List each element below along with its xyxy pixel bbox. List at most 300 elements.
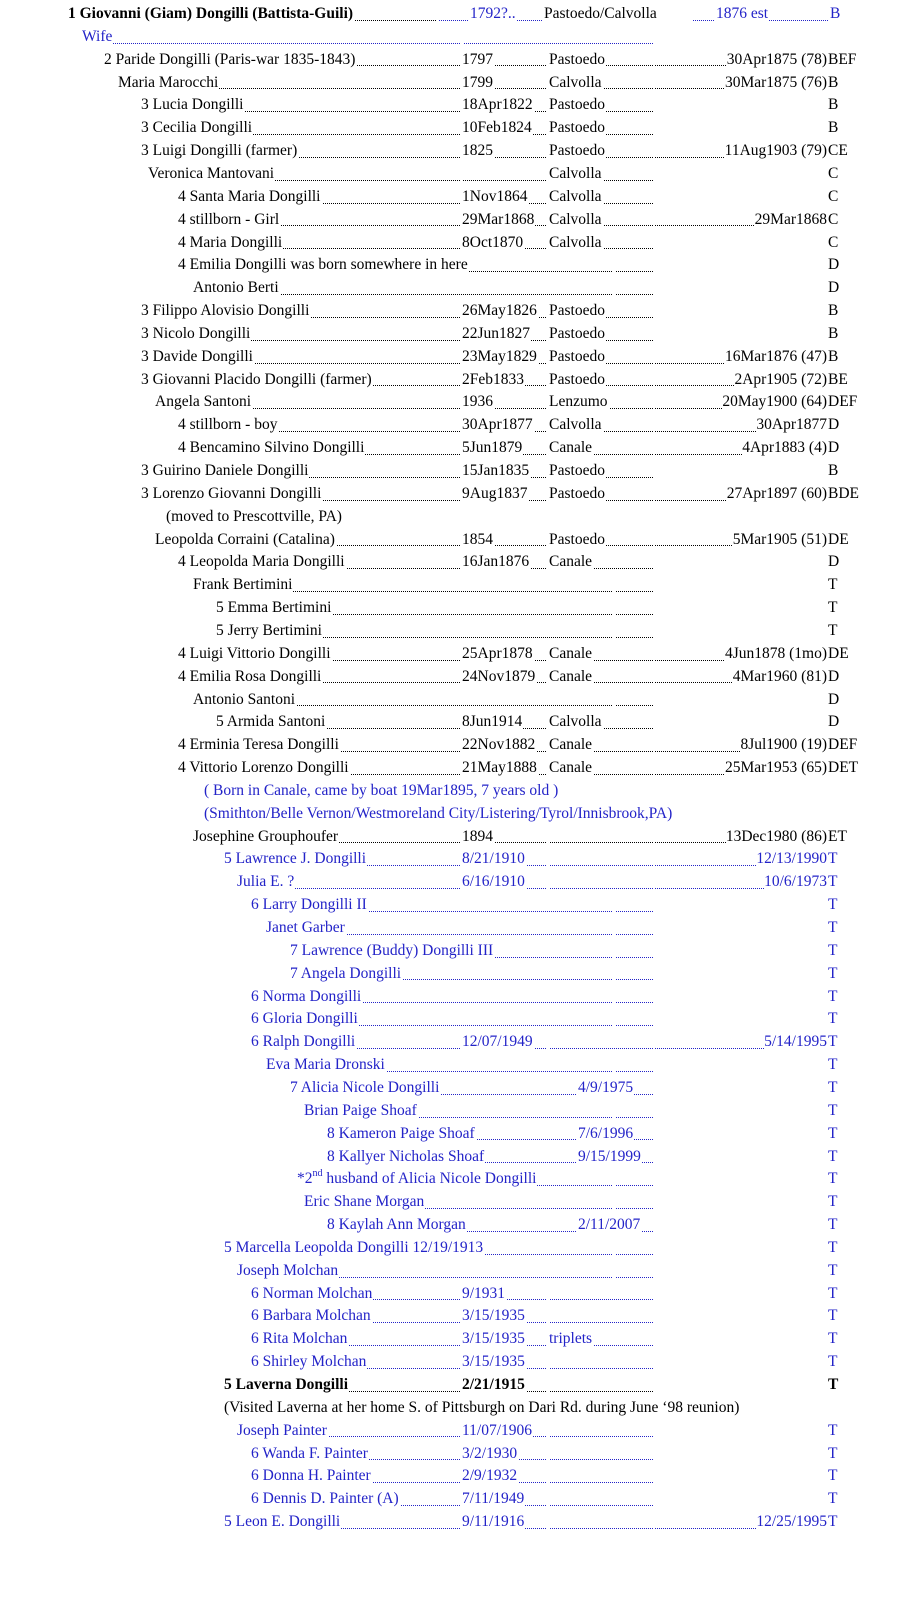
generation-number: 4 bbox=[178, 736, 186, 754]
generation-number: 4 bbox=[178, 416, 186, 434]
birth-date: 1936 bbox=[462, 391, 548, 414]
death-date: 30Apr1875 (78) bbox=[655, 49, 828, 72]
source-code: B bbox=[828, 119, 839, 137]
person-name: Luigi Dongilli (farmer) bbox=[152, 142, 298, 160]
generation-number: 4 bbox=[178, 553, 186, 571]
death-date: 13Dec1980 (86) bbox=[655, 826, 828, 849]
birth-date: 26May1826 bbox=[462, 300, 548, 323]
person-name-cell bbox=[178, 414, 462, 437]
generation-number: 8 bbox=[327, 1216, 335, 1234]
birth-place: Calvolla bbox=[548, 414, 655, 437]
death-date: 12/13/1990 bbox=[655, 848, 828, 871]
source-code: T bbox=[828, 987, 838, 1005]
person-name-cell bbox=[193, 574, 614, 597]
document-row bbox=[224, 1237, 868, 1260]
death-date: 20May1900 (64) bbox=[655, 391, 828, 414]
document-row bbox=[216, 711, 868, 734]
document-row bbox=[178, 757, 868, 780]
person-name: Joseph Molchan bbox=[237, 1261, 339, 1279]
source-code: C bbox=[828, 187, 839, 205]
person-name-cell bbox=[297, 1168, 614, 1191]
person-name: Guirino Daniele Dongilli bbox=[152, 462, 309, 479]
birth-date: 18Apr1822 bbox=[462, 94, 548, 117]
birth-place bbox=[614, 894, 655, 917]
document-row bbox=[193, 826, 868, 849]
person-name-cell bbox=[193, 826, 462, 849]
person-name-cell bbox=[224, 1237, 614, 1260]
document-row bbox=[204, 803, 672, 826]
birth-place bbox=[548, 1351, 655, 1374]
birth-date: 10Feb1824 bbox=[462, 117, 548, 140]
person-name-cell bbox=[304, 1100, 614, 1123]
source-code: B bbox=[828, 73, 839, 91]
death-date: 5Mar1905 (51) bbox=[655, 529, 828, 552]
source-code: T bbox=[828, 1513, 838, 1531]
source-code: B bbox=[828, 302, 839, 320]
birth-date: 23May1829 bbox=[462, 346, 548, 369]
source-code: DEF bbox=[828, 736, 858, 754]
source-code bbox=[828, 26, 868, 49]
document-row bbox=[141, 323, 868, 346]
person-name-cell bbox=[193, 689, 614, 712]
document-row bbox=[251, 1443, 868, 1466]
generation-number: 1 bbox=[68, 5, 76, 22]
death-date: 27Apr1897 (60) bbox=[655, 483, 828, 506]
death-date: 30Mar1875 (76) bbox=[655, 72, 828, 95]
birth-place: Pastoedo bbox=[548, 94, 655, 117]
person-name: Julia E. ? bbox=[237, 873, 295, 891]
birth-date: 22Jun1827 bbox=[462, 323, 548, 346]
person-name-cell bbox=[141, 369, 462, 392]
document-row bbox=[141, 369, 868, 392]
source-code: D bbox=[828, 279, 840, 297]
generation-number: 3 bbox=[141, 142, 149, 160]
document-row bbox=[224, 1511, 868, 1534]
generation-number: 4 bbox=[178, 210, 186, 228]
person-name: Antonio Santoni bbox=[193, 690, 296, 708]
source-code: T bbox=[828, 1078, 838, 1096]
birth-year: 1792?.. bbox=[470, 3, 544, 26]
source-code: T bbox=[828, 1193, 838, 1211]
person-name: Leopolda Corraini (Catalina) bbox=[155, 530, 335, 548]
document-row bbox=[155, 529, 868, 552]
person-name-cell bbox=[178, 643, 462, 666]
source-code: T bbox=[828, 1056, 838, 1074]
birth-place bbox=[614, 1168, 655, 1191]
generation-number: 3 bbox=[141, 484, 149, 502]
source-code: ET bbox=[828, 827, 847, 845]
generation-number: 7 bbox=[290, 941, 298, 959]
generation-number: 6 bbox=[251, 896, 259, 914]
person-name-cell bbox=[251, 986, 614, 1009]
birth-date: 3/15/1935 bbox=[462, 1328, 548, 1351]
document-row bbox=[251, 1008, 868, 1031]
source-code: D bbox=[828, 713, 840, 731]
person-name: Erminia Teresa Dongilli bbox=[189, 736, 339, 754]
source-code: B bbox=[828, 324, 839, 342]
birth-place bbox=[614, 1237, 655, 1260]
document-row bbox=[178, 734, 868, 757]
person-name: Giovanni Placido Dongilli (farmer) bbox=[152, 370, 372, 388]
document-row bbox=[178, 551, 868, 574]
death-date: 16Mar1876 (47) bbox=[655, 346, 828, 369]
birth-place bbox=[614, 1100, 655, 1123]
death-date: 4Mar1960 (81) bbox=[655, 666, 828, 689]
person-name-cell bbox=[178, 232, 462, 255]
document-row bbox=[141, 460, 868, 483]
source-code: T bbox=[828, 896, 838, 914]
source-code: T bbox=[828, 1101, 838, 1119]
source-code: T bbox=[828, 1490, 838, 1508]
document-row bbox=[166, 506, 342, 529]
person-name: Joseph Painter bbox=[237, 1421, 327, 1439]
death-date: 25Mar1953 (65) bbox=[655, 757, 828, 780]
generation-number: 7 bbox=[290, 1078, 298, 1096]
death-date: 11Aug1903 (79) bbox=[655, 140, 828, 163]
person-name: Josephine Grouphoufer bbox=[193, 827, 339, 845]
document-row bbox=[290, 940, 868, 963]
document-row bbox=[178, 254, 868, 277]
person-name: Eric Shane Morgan bbox=[304, 1193, 425, 1211]
generation-number: 3 bbox=[141, 324, 149, 342]
person-name: Cecilia Dongilli bbox=[152, 119, 253, 137]
person-name-cell bbox=[251, 1031, 462, 1054]
generation-number: 3 bbox=[141, 119, 149, 137]
document-row bbox=[251, 1283, 868, 1306]
person-name-cell bbox=[178, 666, 462, 689]
generation-number: 6 bbox=[251, 1284, 259, 1302]
document-row bbox=[193, 277, 868, 300]
birth-date: 4/9/1975 bbox=[578, 1077, 655, 1100]
document-row bbox=[327, 1146, 868, 1169]
birth-date: 1825 bbox=[462, 140, 548, 163]
dots bbox=[438, 3, 470, 26]
birth-date: 1854 bbox=[462, 529, 548, 552]
person-name: Laverna Dongilli bbox=[235, 1376, 349, 1393]
person-name: Emma Bertimini bbox=[227, 599, 332, 617]
person-name-cell bbox=[141, 323, 462, 346]
document-row bbox=[178, 232, 868, 255]
birth-place: Pastoedo bbox=[548, 369, 655, 392]
person-name: Maria Dongilli bbox=[189, 233, 283, 251]
generation-number: 5 bbox=[224, 850, 232, 868]
birth-place bbox=[614, 963, 655, 986]
source-code: T bbox=[828, 1444, 838, 1462]
source-code: BE bbox=[828, 370, 848, 388]
document-row bbox=[224, 1397, 739, 1420]
document-row bbox=[141, 483, 868, 506]
birth-place bbox=[548, 1420, 655, 1443]
document-row bbox=[141, 117, 868, 140]
generation-number: 4 bbox=[178, 667, 186, 685]
birth-place: Pastoedo bbox=[548, 346, 655, 369]
document-row bbox=[204, 780, 558, 803]
source-code: DET bbox=[828, 759, 859, 777]
source-code: B bbox=[828, 96, 839, 114]
birth-date: 16Jan1876 bbox=[462, 551, 548, 574]
generation-number: 4 bbox=[178, 759, 186, 777]
person-name-cell bbox=[82, 26, 462, 49]
source-code: T bbox=[828, 1261, 838, 1279]
person-name: Emilia Rosa Dongilli bbox=[189, 667, 322, 685]
birth-place: Pastoedo bbox=[548, 529, 655, 552]
person-name: Larry Dongilli II bbox=[262, 896, 367, 914]
person-name: Donna H. Painter bbox=[262, 1467, 371, 1485]
document-row bbox=[251, 1328, 868, 1351]
birth-date: 9/15/1999 bbox=[578, 1146, 655, 1169]
source-code: C bbox=[828, 210, 839, 228]
birth-place: Calvolla bbox=[548, 232, 655, 255]
document-row bbox=[178, 437, 868, 460]
birth-place: Calvolla bbox=[548, 209, 655, 232]
source-code: T bbox=[828, 1284, 838, 1302]
note-text: ( Born in Canale, came by boat 19Mar1895, 7 years old ) bbox=[204, 781, 559, 799]
document-row bbox=[290, 1077, 868, 1100]
person-name: Shirley Molchan bbox=[262, 1353, 367, 1371]
person-name-cell bbox=[178, 209, 462, 232]
person-name-cell bbox=[224, 1511, 462, 1534]
death-date: 30Apr1877 bbox=[655, 414, 828, 437]
birth-place bbox=[548, 1511, 655, 1534]
person-name-cell bbox=[327, 1146, 578, 1169]
person-name: stillborn - boy bbox=[189, 416, 278, 434]
birth-place: Pastoedo bbox=[548, 300, 655, 323]
document-row bbox=[178, 643, 868, 666]
person-name-cell bbox=[178, 437, 462, 460]
birth-date: 2/11/2007 bbox=[578, 1214, 655, 1237]
birth-place bbox=[614, 986, 655, 1009]
document-row bbox=[141, 94, 868, 117]
birth-place: Pastoedo bbox=[548, 483, 655, 506]
source-code: DE bbox=[828, 644, 849, 662]
birth-place bbox=[614, 620, 655, 643]
birth-place bbox=[614, 254, 655, 277]
document-row bbox=[68, 3, 841, 26]
person-name: Davide Dongilli bbox=[152, 347, 253, 365]
person-name-cell bbox=[251, 1305, 462, 1328]
source-code: T bbox=[828, 1124, 838, 1142]
birth-place: Pastoedo bbox=[548, 323, 655, 346]
birth-place: Calvolla bbox=[548, 72, 655, 95]
generation-number: 6 bbox=[251, 1444, 259, 1462]
source-code: C bbox=[828, 164, 839, 182]
birth-date: 2/9/1932 bbox=[462, 1465, 548, 1488]
birth-place bbox=[614, 1260, 655, 1283]
birth-place bbox=[548, 871, 655, 894]
person-name: Barbara Molchan bbox=[262, 1307, 371, 1325]
birth-date: 7/6/1996 bbox=[578, 1123, 655, 1146]
source-code: DE bbox=[828, 530, 849, 548]
person-name-cell bbox=[327, 1214, 578, 1237]
person-name: Paride Dongilli (Paris-war 1835-1843) bbox=[115, 50, 356, 68]
birth-date bbox=[462, 163, 548, 186]
birth-date: 3/2/1930 bbox=[462, 1443, 548, 1466]
birth-place bbox=[548, 848, 655, 871]
source-code: T bbox=[828, 1467, 838, 1485]
document-row bbox=[251, 1305, 868, 1328]
generation-number: 4 bbox=[178, 187, 186, 205]
document-row bbox=[216, 597, 868, 620]
document-row bbox=[251, 1031, 868, 1054]
person-name: Lucia Dongilli bbox=[152, 96, 244, 114]
generation-number: 5 bbox=[216, 621, 224, 639]
birth-place: Calvolla bbox=[548, 163, 655, 186]
birth-place: Pastoedo bbox=[548, 117, 655, 140]
person-name-cell bbox=[118, 72, 462, 95]
source-code: B bbox=[828, 462, 839, 479]
person-name-cell bbox=[224, 848, 462, 871]
source-code: BEF bbox=[828, 50, 857, 68]
source-code: T bbox=[828, 621, 838, 639]
document-row bbox=[141, 140, 868, 163]
birth-date: 12/07/1949 bbox=[462, 1031, 548, 1054]
source-code: T bbox=[828, 964, 838, 982]
person-name: Wanda F. Painter bbox=[262, 1444, 368, 1462]
person-name: Vittorio Lorenzo Dongilli bbox=[189, 759, 349, 777]
source-code: T bbox=[828, 1170, 838, 1188]
birth-place bbox=[614, 917, 655, 940]
person-name-cell bbox=[251, 1283, 462, 1306]
birth-place: Lenzumo bbox=[548, 391, 655, 414]
person-name: Alicia Nicole Dongilli bbox=[300, 1078, 440, 1096]
birth-date: 9/1931 bbox=[462, 1283, 548, 1306]
generation-number: 5 bbox=[224, 1238, 232, 1256]
generation-number: 6 bbox=[251, 987, 259, 1005]
birth-place bbox=[614, 574, 655, 597]
birth-place bbox=[548, 1374, 655, 1397]
person-name-cell bbox=[178, 757, 462, 780]
birth-date: 8/21/1910 bbox=[462, 848, 548, 871]
source-code: D bbox=[828, 416, 840, 434]
generation-number: 6 bbox=[251, 1353, 259, 1371]
person-name-cell bbox=[251, 1443, 462, 1466]
birth-date: 8Jun1914 bbox=[462, 711, 548, 734]
generation-number: 3 bbox=[141, 96, 149, 114]
person-name-cell bbox=[141, 460, 462, 483]
document-row bbox=[141, 300, 868, 323]
person-name: Leopolda Maria Dongilli bbox=[189, 553, 345, 571]
document-row bbox=[178, 666, 868, 689]
birth-date: 24Nov1879 bbox=[462, 666, 548, 689]
generation-number: 6 bbox=[251, 1010, 259, 1028]
document-row bbox=[118, 72, 868, 95]
person-name: Eva Maria Dronski bbox=[266, 1056, 385, 1074]
person-name: stillborn - Girl bbox=[189, 210, 280, 228]
death-date: 29Mar1868 bbox=[655, 209, 828, 232]
birth-place: Calvolla bbox=[548, 186, 655, 209]
source-code: BDE bbox=[828, 484, 859, 502]
birth-place: Canale bbox=[548, 551, 655, 574]
source-code: T bbox=[828, 1421, 838, 1439]
generation-number: 6 bbox=[251, 1490, 259, 1508]
document-row bbox=[237, 1260, 868, 1283]
generation-number: 6 bbox=[251, 1467, 259, 1485]
person-name-cell bbox=[141, 300, 462, 323]
person-name-cell bbox=[148, 163, 462, 186]
person-name-cell bbox=[193, 277, 614, 300]
person-name-cell bbox=[251, 1351, 462, 1374]
death-date: 10/6/1973 bbox=[655, 871, 828, 894]
document-row bbox=[251, 1488, 868, 1511]
source-code: D bbox=[828, 667, 840, 685]
birth-place bbox=[548, 826, 655, 849]
birth-place: Pastoedo bbox=[548, 460, 655, 483]
source-code: T bbox=[828, 599, 838, 617]
birth-date: 2/21/1915 bbox=[462, 1374, 548, 1397]
death-date: 4Jun1878 (1mo) bbox=[655, 643, 828, 666]
birth-date: 25Apr1878 bbox=[462, 643, 548, 666]
person-name-cell bbox=[290, 940, 614, 963]
birth-date: 3/15/1935 bbox=[462, 1305, 548, 1328]
document-row bbox=[237, 1420, 868, 1443]
document-row bbox=[251, 1351, 868, 1374]
marriage-order: *2 bbox=[297, 1170, 313, 1188]
birth-place bbox=[614, 1008, 655, 1031]
generation-number: 8 bbox=[327, 1147, 335, 1165]
generation-number: 3 bbox=[141, 302, 149, 320]
person-name: Emilia Dongilli was born somewhere in here bbox=[189, 256, 468, 274]
birth-place bbox=[614, 1054, 655, 1077]
document-row bbox=[290, 963, 868, 986]
source-code: T bbox=[828, 1147, 838, 1165]
generation-number: 7 bbox=[290, 964, 298, 982]
source-code: T bbox=[828, 1216, 838, 1234]
person-name-cell bbox=[155, 529, 462, 552]
person-name-cell bbox=[237, 1260, 614, 1283]
birth-date: 29Mar1868 bbox=[462, 209, 548, 232]
person-name: Dennis D. Painter (A) bbox=[262, 1490, 399, 1508]
person-name-cell bbox=[141, 117, 462, 140]
generation-number: 4 bbox=[178, 644, 186, 662]
person-name-cell bbox=[104, 49, 462, 72]
birth-place: Calvolla bbox=[548, 711, 655, 734]
person-name: Norma Dongilli bbox=[262, 987, 362, 1005]
person-name: Luigi Vittorio Dongilli bbox=[189, 644, 331, 662]
person-name-cell bbox=[237, 871, 462, 894]
person-name: Bencamino Silvino Dongilli bbox=[189, 439, 365, 457]
person-name-cell bbox=[216, 597, 614, 620]
birth-place bbox=[548, 1465, 655, 1488]
birth-place bbox=[548, 1031, 655, 1054]
person-name: Brian Paige Shoaf bbox=[304, 1101, 417, 1119]
birth-date: 22Nov1882 bbox=[462, 734, 548, 757]
source-code: T bbox=[828, 1307, 838, 1325]
person-name: Wife bbox=[82, 27, 113, 45]
birth-date: 2Feb1833 bbox=[462, 369, 548, 392]
document-row bbox=[327, 1123, 868, 1146]
generation-number: 5 bbox=[216, 599, 224, 617]
death-date: 1876 est bbox=[716, 3, 830, 26]
document-row bbox=[178, 186, 868, 209]
person-name: Rita Molchan bbox=[262, 1330, 348, 1348]
birth-date: 8Oct1870 bbox=[462, 232, 548, 255]
generation-number: 6 bbox=[251, 1033, 259, 1051]
source-code: CE bbox=[828, 142, 848, 160]
source-code: T bbox=[828, 1238, 838, 1256]
source-code: T bbox=[828, 1376, 839, 1393]
person-name-cell bbox=[251, 894, 614, 917]
generation-number: 6 bbox=[251, 1307, 259, 1325]
birth-place bbox=[614, 277, 655, 300]
generation-number: 3 bbox=[141, 462, 149, 479]
document-row bbox=[297, 1168, 868, 1191]
birth-date: 11/07/1906 bbox=[462, 1420, 548, 1443]
person-name-cell bbox=[141, 94, 462, 117]
person-name: Lorenzo Giovanni Dongilli bbox=[152, 484, 322, 502]
birth-place: Canale bbox=[548, 666, 655, 689]
birth-place bbox=[548, 1283, 655, 1306]
person-name-cell bbox=[155, 391, 462, 414]
